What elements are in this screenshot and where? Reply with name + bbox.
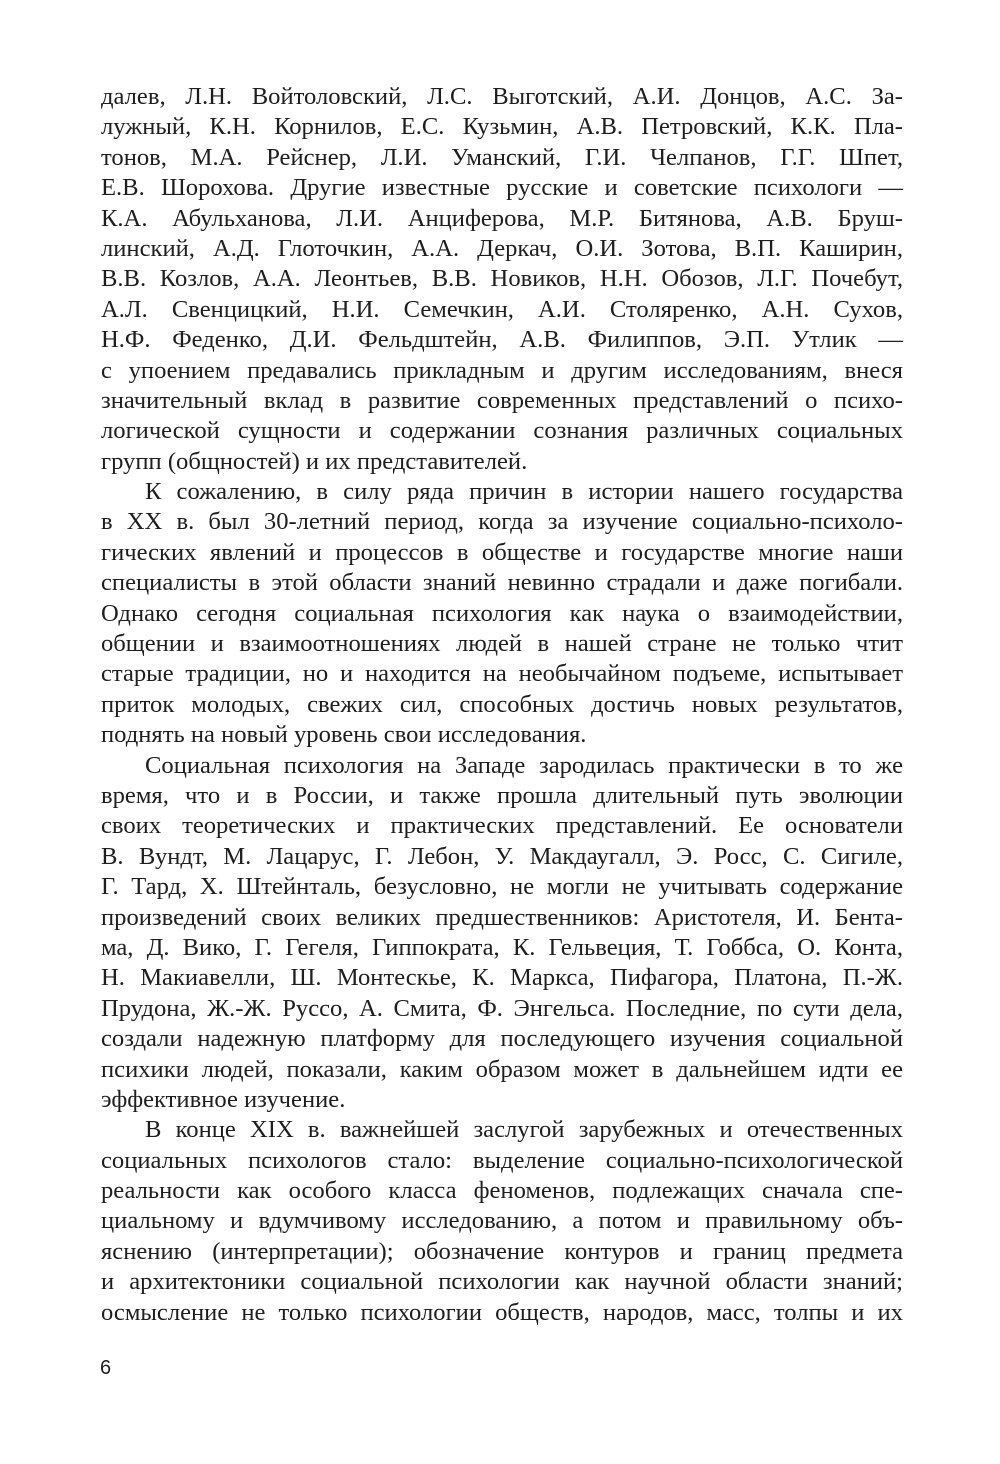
text-line: Г. Тард, Х. Штейнталь, безусловно, не могли не учитывать содержание <box>101 873 903 901</box>
text-line: в XX в. был 30-летний период, когда за изучение социально-психоло- <box>101 508 903 536</box>
text-line: К сожалению, в силу ряда причин в истории нашего государства <box>145 478 903 506</box>
text-line: осмысление не только психологии обществ, народов, масс, толпы и их <box>101 1298 903 1326</box>
text-line: логической сущности и содержании сознания различных социальных <box>101 417 903 445</box>
text-line: циальному и вдумчивому исследованию, а потом и правильному объ- <box>101 1207 903 1235</box>
text-line: групп (общностей) и их представителей. <box>101 447 528 475</box>
text-line: значительный вклад в развитие современных представлений о психо- <box>101 386 903 414</box>
text-line: время, что и в России, и также прошла длительный путь эволюции <box>101 781 903 809</box>
text-line: Прудона, Ж.-Ж. Руссо, А. Смита, Ф. Энгельса. Последние, по сути дела, <box>101 994 903 1022</box>
text-line: поднять на новый уровень свои исследования. <box>101 721 587 749</box>
text-line: специалисты в этой области знаний невинно страдали и даже погибали. <box>101 569 903 597</box>
body-text <box>101 82 903 1328</box>
text-line: создали надежную платформу для последующего изучения социальной <box>101 1025 903 1053</box>
text-line: старые традиции, но и находится на необычайном подъеме, испытывает <box>101 660 903 688</box>
paragraph-4 <box>101 1115 903 1328</box>
text-line: общении и взаимоотношениях людей в нашей стране не только чтит <box>101 630 903 658</box>
text-line: и архитектоники социальной психологии как научной области знаний; <box>101 1268 903 1296</box>
page-number: 6 <box>100 1357 112 1379</box>
text-line: А.Л. Свенцицкий, Н.И. Семечкин, А.И. Столяренко, А.Н. Сухов, <box>101 295 903 323</box>
text-line: линский, А.Д. Глоточкин, А.А. Деркач, О.И. Зотова, В.П. Каширин, <box>101 234 903 262</box>
text-line: яснению (интерпретации); обозначение контуров и границ предмета <box>101 1237 903 1265</box>
text-line: Социальная психология на Западе зародилась практически в то же <box>145 751 903 779</box>
text-line: психики людей, показали, каким образом может в дальнейшем идти ее <box>101 1055 903 1083</box>
text-line: Однако сегодня социальная психология как наука о взаимодействии, <box>101 599 903 627</box>
text-line: далев, Л.Н. Войтоловский, Л.С. Выготский, А.И. Донцов, А.С. За- <box>101 83 903 110</box>
text-line: К.А. Абульханова, Л.И. Анциферова, М.Р. Битянова, А.В. Бруш- <box>101 204 903 232</box>
text-line: произведений своих великих предшественников: Аристотеля, И. Бента- <box>101 903 903 931</box>
text-line: приток молодых, свежих сил, способных достичь новых результатов, <box>101 690 903 718</box>
text-line: Н.Ф. Феденко, Д.И. Фельдштейн, А.В. Филиппов, Э.П. Утлик — <box>101 326 903 354</box>
text-line: своих теоретических и практических представлений. Ее основатели <box>101 812 903 840</box>
text-line: социальных психологов стало: выделение социально-психологической <box>101 1146 903 1174</box>
text-line: Е.В. Шорохова. Другие известные русские и советские психологи — <box>101 174 903 202</box>
text-line: тонов, М.А. Рейснер, Л.И. Уманский, Г.И. Челпанов, Г.Г. Шпет, <box>101 143 903 171</box>
paragraph-1 <box>101 82 903 477</box>
paragraph-2 <box>101 477 903 751</box>
text-line: ма, Д. Вико, Г. Гегеля, Гиппократа, К. Гельвеция, Т. Гоббса, О. Конта, <box>101 933 903 961</box>
text-line: реальности как особого класса феноменов, подлежащих сначала спе- <box>101 1177 903 1205</box>
text-line: В. Вундт, М. Лацарус, Г. Лебон, У. Макдаугалл, Э. Росс, С. Сигиле, <box>101 842 903 870</box>
text-line: В.В. Козлов, А.А. Леонтьев, В.В. Новиков, Н.Н. Обозов, Л.Г. Почебут, <box>101 265 903 293</box>
text-line: гических явлений и процессов в обществе и государстве многие наши <box>101 538 903 566</box>
text-line: с упоением предавались прикладным и другим исследованиям, внеся <box>101 356 903 384</box>
text-line: В конце XIX в. важнейшей заслугой зарубежных и отечественных <box>145 1116 903 1144</box>
text-line: эффективное изучение. <box>101 1085 346 1113</box>
text-line: Н. Макиавелли, Ш. Монтескье, К. Маркса, Пифагора, Платона, П.-Ж. <box>101 964 903 992</box>
text-line: лужный, К.Н. Корнилов, Е.С. Кузьмин, А.В. Петровский, К.К. Пла- <box>101 113 903 141</box>
paragraph-3 <box>101 751 903 1116</box>
